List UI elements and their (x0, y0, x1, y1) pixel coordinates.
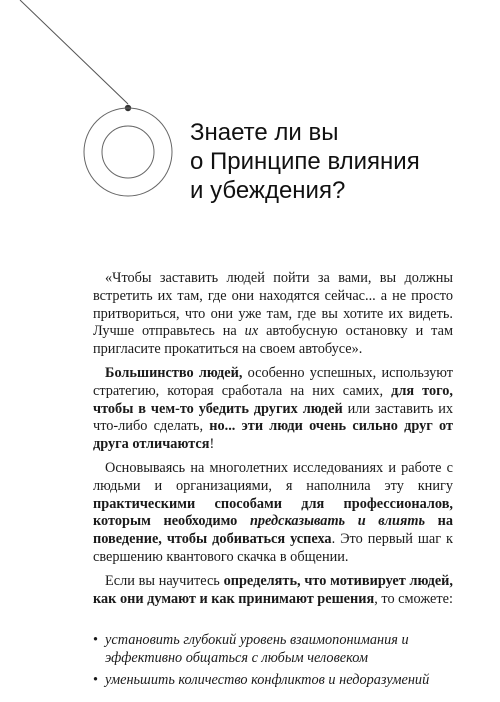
bold-italic-run: предсказывать и влиять (249, 513, 425, 530)
list-item (93, 632, 453, 668)
emphasis-run: их (244, 323, 259, 340)
text-run: Основываясь на многолетних исследованиях и работе с людьми и организациями, я наполнила эту книгу (93, 459, 453, 494)
bold-run: на поведение, чтобы добиваться успеха (93, 513, 453, 548)
ornament-outer-circle (84, 108, 172, 196)
chapter-title-line-3: и убеждения? (190, 177, 346, 204)
paragraph-strategy (93, 365, 453, 454)
text-run: . Это первый шаг к свершению квантового скачка в общении. (93, 531, 453, 565)
benefits-list (93, 632, 453, 689)
paragraph-if-you-learn (93, 573, 453, 609)
bold-run: Большинство людей, (105, 364, 243, 381)
text-run: , то сможете: (374, 590, 453, 607)
chapter-title (190, 118, 480, 205)
list-item-text: уменьшить количество конфликтов и недоразумений (105, 671, 430, 688)
bullet-marker: • (93, 632, 99, 649)
bold-run: практическими способами для профессионалов, которым необходимо (93, 495, 453, 530)
bold-run: но... эти люди очень сильно друг от друга отличаются (93, 418, 453, 453)
list-item (93, 672, 453, 690)
text-run: особенно успешных, используют стратегию, которая сработала на них самих, (93, 364, 453, 399)
bold-run: для того, чтобы в чем-то убедить других людей (93, 382, 454, 417)
bullet-marker: • (93, 671, 99, 688)
chapter-title-line-1: Знаете ли вы (190, 119, 339, 146)
bold-run: определять, что мотивирует людей, как они думают и как принимают решения (93, 572, 453, 607)
text-run: ! (209, 436, 215, 453)
text-run: или заставить их что-либо сделать, (93, 400, 453, 435)
ornament-line (20, 0, 128, 104)
paragraph-research (93, 460, 453, 567)
list-item-text: установить глубокий уровень взаимопонимания и эффективно общаться с любым человеком (105, 632, 409, 667)
body-text (93, 270, 453, 694)
ornament-inner-circle (102, 126, 154, 178)
text-run: Если вы научитесь (105, 572, 224, 589)
text-run: «Чтобы заставить людей пойти за вами, вы должны встретить их там, где они находятся сейчас... а не просто притвориться, что они уже там, где вы хотите их видеть. Лучше отправьтесь на (93, 270, 453, 340)
chapter-title-line-2: о Принципе влияния (190, 148, 420, 175)
text-run: автобусную остановку и там пригласите прокатиться на своем автобусе». (93, 323, 453, 358)
paragraph-quote (93, 270, 453, 359)
